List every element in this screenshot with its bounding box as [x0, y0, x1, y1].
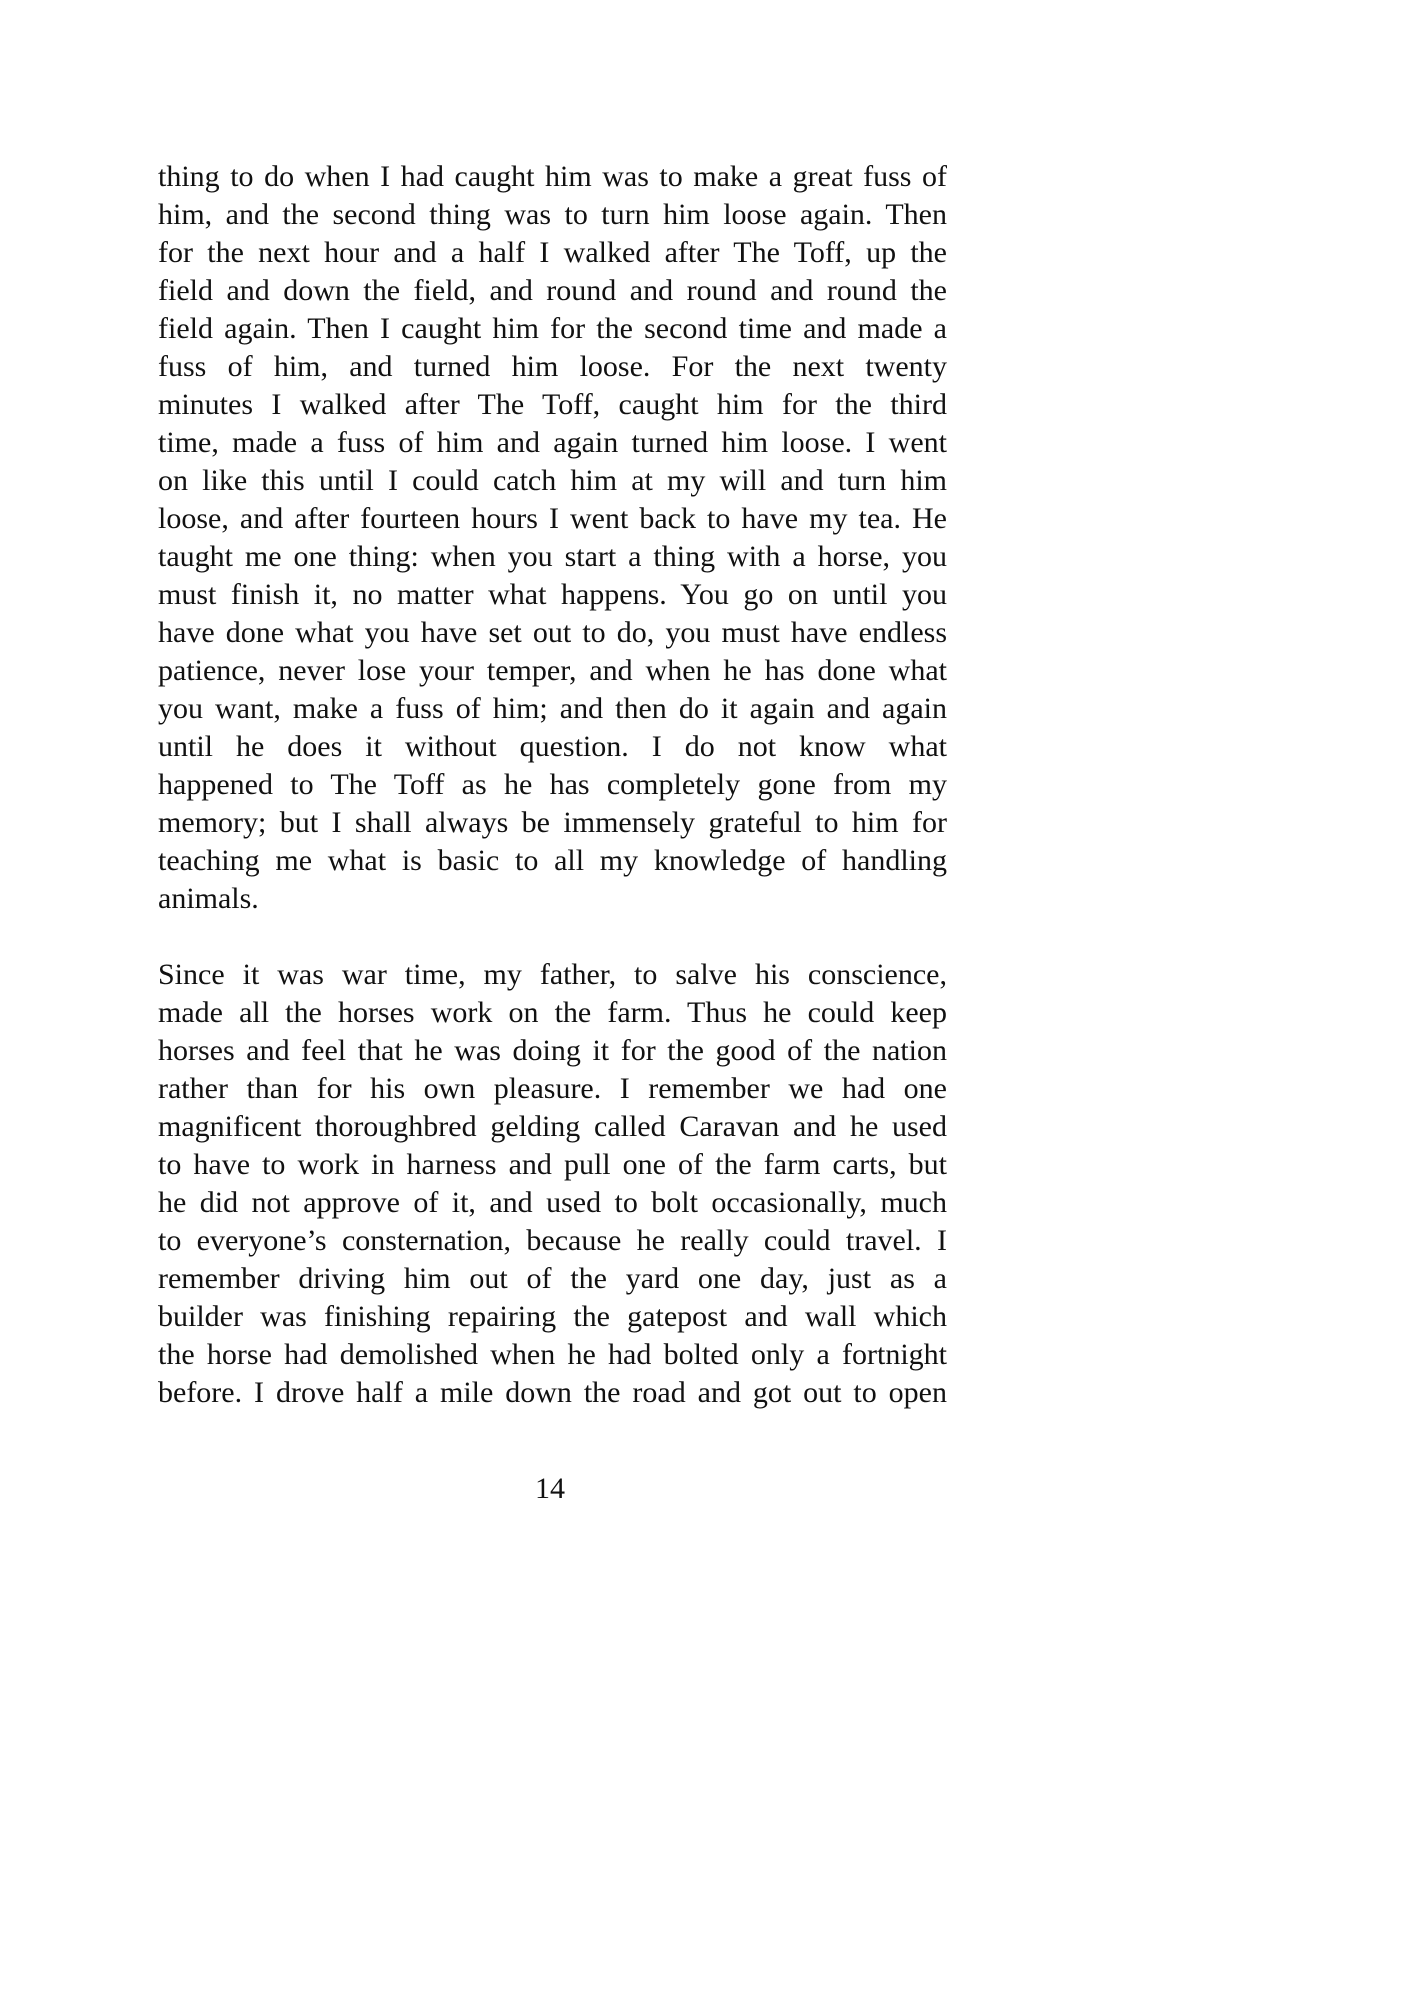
text-line: animals.: [158, 882, 259, 915]
text-line: before. I drove half a mile down the road and got out to open: [158, 1376, 947, 1409]
text-line: taught me one thing: when you start a thing with a horse, you: [158, 540, 947, 573]
text-line: minutes I walked after The Toff, caught him for the third: [158, 388, 947, 421]
text-line: horses and feel that he was doing it for the good of the nation: [158, 1034, 947, 1067]
text-line: the horse had demolished when he had bolted only a fortnight: [158, 1338, 947, 1371]
text-line: remember driving him out of the yard one day, just as a: [158, 1262, 947, 1295]
paragraph-1: [158, 158, 947, 918]
text-line: magnificent thoroughbred gelding called Caravan and he used: [158, 1110, 947, 1143]
text-line: fuss of him, and turned him loose. For the next twenty: [158, 350, 947, 383]
text-line: to have to work in harness and pull one of the farm carts, but: [158, 1148, 947, 1181]
text-line: for the next hour and a half I walked after The Toff, up the: [158, 236, 947, 269]
text-line: to everyone’s consternation, because he really could travel. I: [158, 1224, 947, 1257]
text-line: have done what you have set out to do, you must have endless: [158, 616, 947, 649]
text-line: must finish it, no matter what happens. You go on until you: [158, 578, 947, 611]
text-line: thing to do when I had caught him was to make a great fuss of: [158, 160, 947, 193]
text-line: teaching me what is basic to all my knowledge of handling: [158, 844, 947, 877]
text-line: builder was finishing repairing the gatepost and wall which: [158, 1300, 947, 1333]
text-line: memory; but I shall always be immensely grateful to him for: [158, 806, 947, 839]
page-number: 14: [535, 1472, 565, 1505]
body-text: [158, 158, 947, 1412]
text-line: field again. Then I caught him for the second time and made a: [158, 312, 947, 345]
text-line: he did not approve of it, and used to bolt occasionally, much: [158, 1186, 947, 1219]
text-line: until he does it without question. I do not know what: [158, 730, 947, 763]
text-line: him, and the second thing was to turn him loose again. Then: [158, 198, 947, 231]
text-line: on like this until I could catch him at my will and turn him: [158, 464, 947, 497]
text-line: patience, never lose your temper, and when he has done what: [158, 654, 947, 687]
text-line: field and down the field, and round and round and round the: [158, 274, 947, 307]
text-line: rather than for his own pleasure. I remember we had one: [158, 1072, 947, 1105]
text-line: time, made a fuss of him and again turned him loose. I went: [158, 426, 947, 459]
text-line: Since it was war time, my father, to salve his conscience,: [158, 958, 947, 991]
text-line: made all the horses work on the farm. Thus he could keep: [158, 996, 947, 1029]
paragraph-spacer: [158, 918, 947, 956]
text-line: loose, and after fourteen hours I went back to have my tea. He: [158, 502, 947, 535]
paragraph-2: [158, 956, 947, 1412]
text-line: you want, make a fuss of him; and then do it again and again: [158, 692, 947, 725]
text-line: happened to The Toff as he has completely gone from my: [158, 768, 947, 801]
